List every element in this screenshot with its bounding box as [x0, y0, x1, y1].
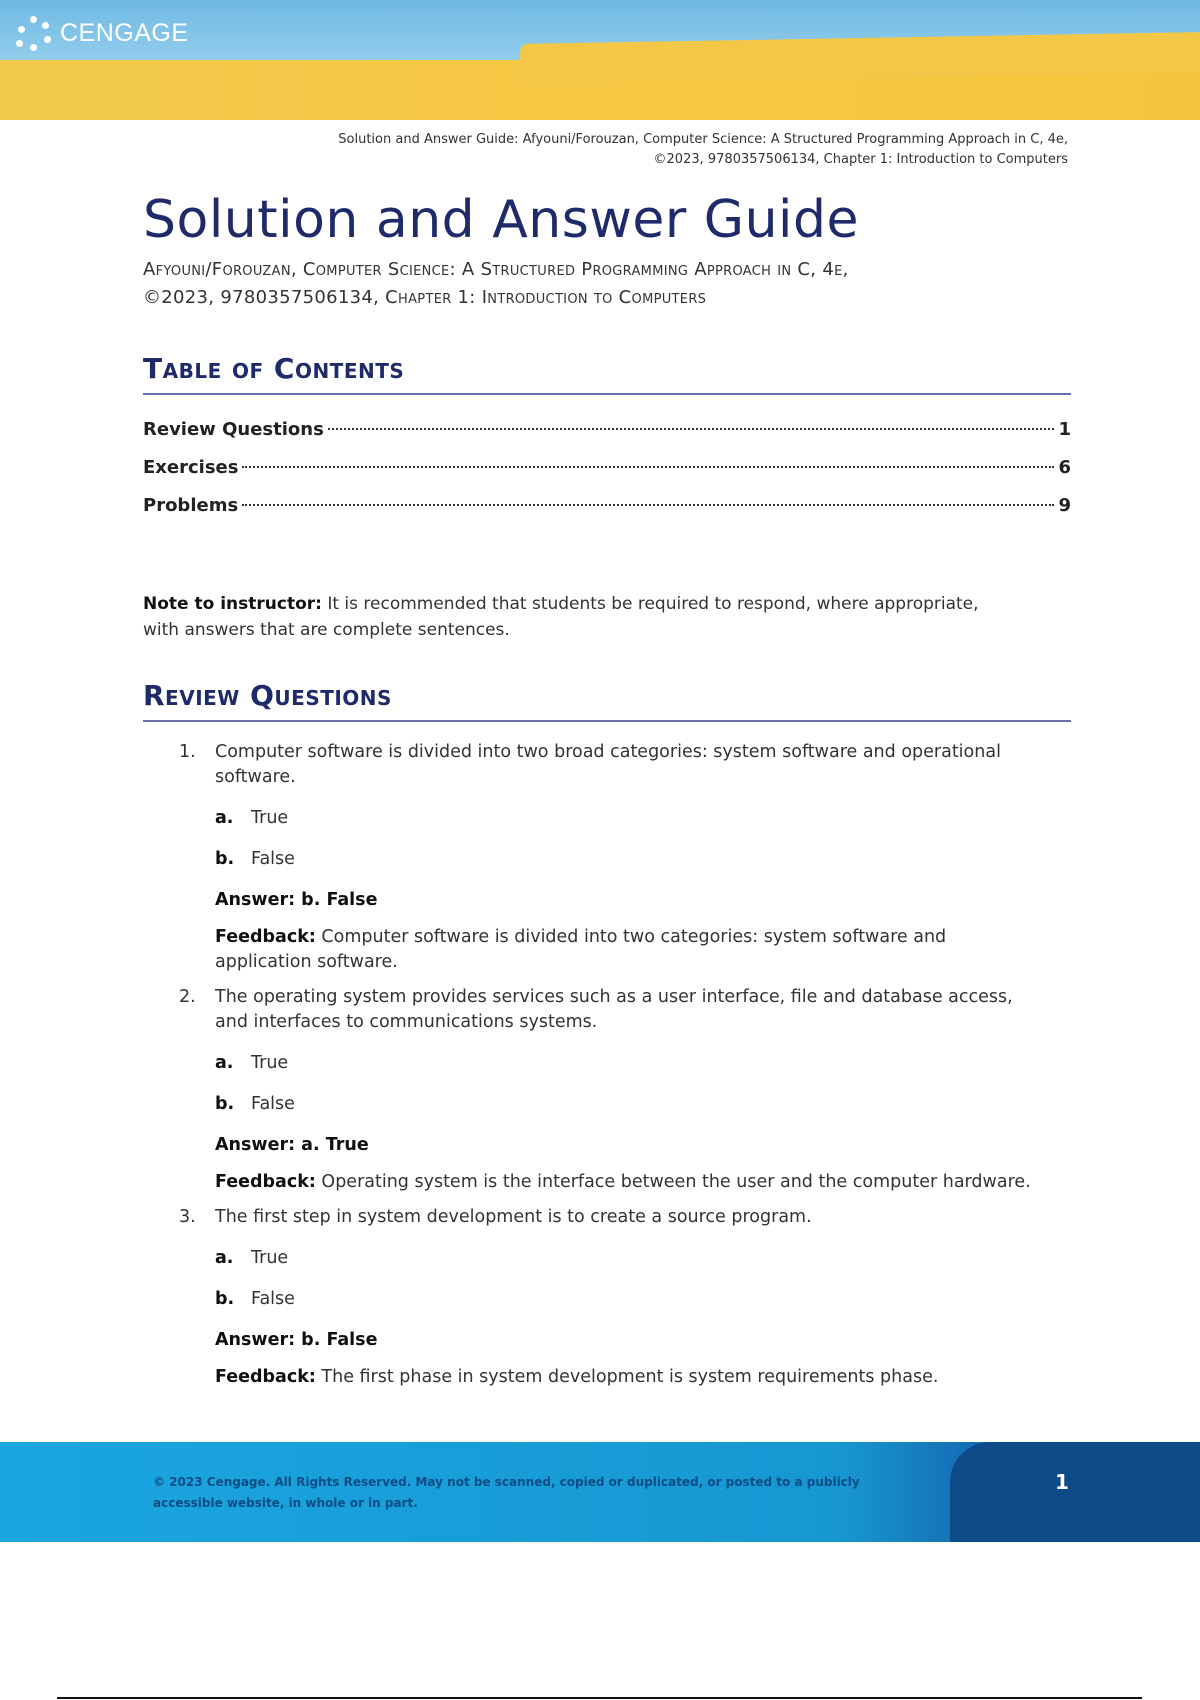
option-letter: b. — [215, 1289, 235, 1309]
answer-option — [215, 806, 1071, 831]
option-letter: b. — [215, 1094, 235, 1114]
feedback-text: The first phase in system development is system requirements phase. — [315, 1367, 939, 1387]
option-text: False — [251, 849, 295, 869]
option-text: False — [251, 1094, 295, 1114]
option-text: True — [251, 808, 289, 828]
option-text: True — [251, 1053, 289, 1073]
toc-item-label: Review Questions — [143, 419, 324, 440]
option-letter: a. — [215, 1248, 234, 1268]
review-questions-heading: Review Questions — [143, 679, 1071, 722]
book-citation — [143, 256, 1071, 312]
question-item — [179, 985, 1071, 1035]
running-header-line2: ©2023, 9780357506134, Chapter 1: Introduction to Computers — [653, 152, 1068, 167]
bottom-divider — [57, 1697, 1142, 1699]
toc-item-problems[interactable] — [143, 487, 1071, 525]
toc-item-page: 9 — [1058, 495, 1071, 516]
running-header — [108, 130, 1068, 170]
option-letter: a. — [215, 808, 234, 828]
answer-feedback — [215, 1170, 1035, 1195]
cengage-logo-icon — [14, 14, 52, 52]
answer-option — [215, 1092, 1071, 1117]
copyright-notice: © 2023 Cengage. All Rights Reserved. May not be scanned, copied or duplicated, or posted to a publicly accessible website, in whole or in part. — [153, 1475, 860, 1510]
logo-text: CENGAGE — [60, 18, 189, 47]
correct-answer: Answer: b. False — [215, 890, 378, 910]
feedback-label: Feedback: — [215, 1172, 316, 1192]
citation-line2: ©2023, 9780357506134, Chapter 1: Introduction to Computers — [143, 287, 707, 308]
option-text: False — [251, 1289, 295, 1309]
question-number: 3. — [179, 1207, 196, 1227]
correct-answer: Answer: a. True — [215, 1135, 369, 1155]
footer-accent — [950, 1442, 1200, 1542]
answer-feedback — [215, 925, 1035, 975]
note-label: Note to instructor: — [143, 594, 322, 614]
page-number: 1 — [1055, 1470, 1069, 1494]
toc-heading: Table of Contents — [143, 352, 1071, 395]
question-number: 2. — [179, 987, 196, 1007]
feedback-text: Computer software is divided into two categories: system software and application software. — [215, 927, 947, 972]
toc-item-label: Exercises — [143, 457, 239, 478]
answer-option — [215, 1246, 1071, 1271]
question-text: Computer software is divided into two broad categories: system software and operational software. — [215, 742, 1001, 787]
note-text: It is recommended that students be required to respond, where appropriate, with answers that are complete sentences. — [143, 594, 979, 640]
correct-answer: Answer: b. False — [215, 1330, 378, 1350]
option-text: True — [251, 1248, 289, 1268]
table-of-contents — [143, 411, 1071, 525]
citation-line1: Afyouni/Forouzan, Computer Science: A Structured Programming Approach in C, 4e, — [143, 259, 849, 280]
answer-option — [215, 847, 1071, 872]
review-question-list — [143, 740, 1071, 1390]
answer-option — [215, 1287, 1071, 1312]
question-item — [179, 740, 1071, 790]
answer-option — [215, 1051, 1071, 1076]
question-number: 1. — [179, 742, 196, 762]
toc-item-page: 1 — [1058, 419, 1071, 440]
feedback-label: Feedback: — [215, 927, 316, 947]
instructor-note — [143, 591, 1003, 643]
feedback-text: Operating system is the interface between the user and the computer hardware. — [315, 1172, 1031, 1192]
toc-item-page: 6 — [1058, 457, 1071, 478]
option-letter: a. — [215, 1053, 234, 1073]
toc-item-exercises[interactable] — [143, 449, 1071, 487]
document-body — [143, 190, 1071, 1390]
question-text: The first step in system development is to create a source program. — [215, 1207, 812, 1227]
feedback-label: Feedback: — [215, 1367, 316, 1387]
answer-feedback — [215, 1365, 1035, 1390]
toc-leader-dots — [242, 504, 1054, 506]
question-item — [179, 1205, 1071, 1230]
option-letter: b. — [215, 849, 235, 869]
running-header-line1: Solution and Answer Guide: Afyouni/Forouzan, Computer Science: A Structured Programming Approach in C, 4e, — [338, 132, 1068, 147]
header-banner — [0, 0, 1200, 120]
page-title: Solution and Answer Guide — [143, 190, 859, 250]
toc-leader-dots — [328, 428, 1055, 430]
toc-leader-dots — [242, 466, 1054, 468]
toc-item-label: Problems — [143, 495, 239, 516]
cengage-logo[interactable] — [14, 14, 189, 52]
toc-item-review-questions[interactable] — [143, 411, 1071, 449]
page-footer — [0, 1442, 1200, 1542]
question-text: The operating system provides services such as a user interface, file and database access, and interfaces to communications systems. — [215, 987, 1013, 1032]
